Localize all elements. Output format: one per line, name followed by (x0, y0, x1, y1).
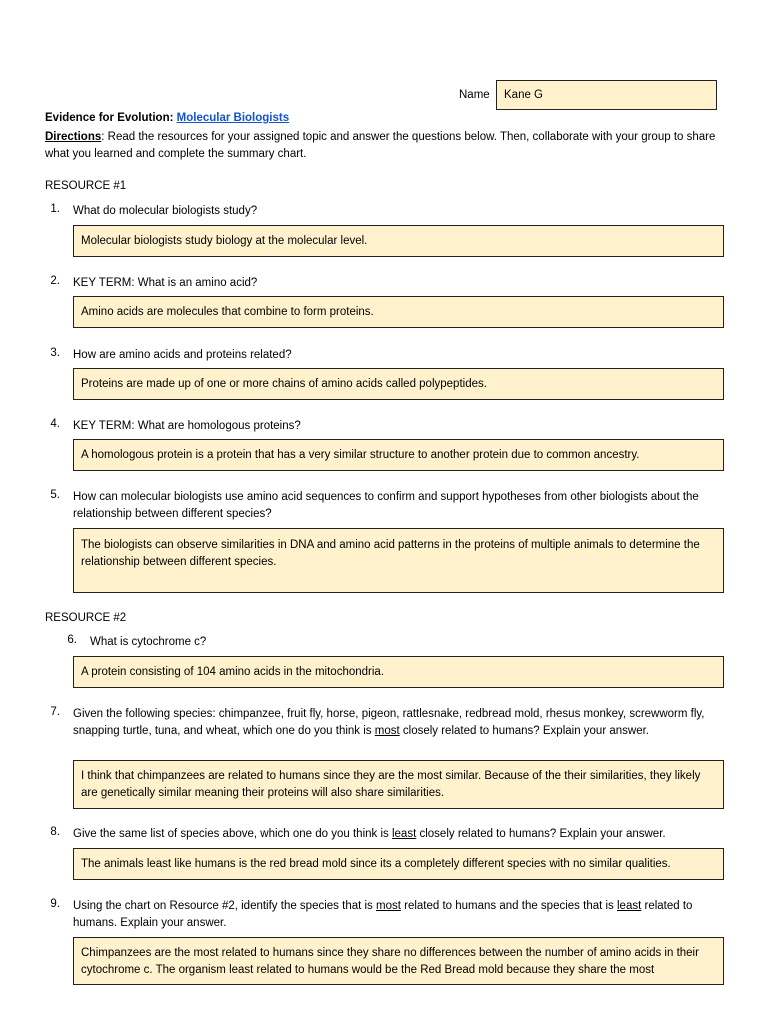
question-9-text: Using the chart on Resource #2, identify the species that is (73, 900, 376, 912)
question-8-text: Give the same list of species above, which one do you think is (73, 828, 392, 840)
question-number: 4. (50, 418, 60, 430)
question-number: 5. (50, 489, 60, 501)
question-8 (73, 826, 733, 843)
question-number: 7. (50, 706, 60, 718)
question-7-text-end: closely related to humans? Explain your answer. (399, 724, 649, 737)
question-number: 2. (50, 275, 60, 287)
answer-5[interactable]: The biologists can observe similarities in DNA and amino acid patterns in the proteins of multiple animals to determine the relationship between different species. (73, 528, 724, 593)
resource-1-heading: RESOURCE #1 (45, 180, 127, 192)
question-number: 6. (67, 634, 77, 646)
question-2: KEY TERM: What is an amino acid? (73, 277, 258, 289)
question-9-text-end: related to humans. Explain your answer. (73, 900, 693, 929)
answer-6[interactable]: A protein consisting of 104 amino acids in the mitochondria. (73, 656, 724, 688)
answer-8[interactable]: The animals least like humans is the red bread mold since its a completely different species with no similar qualities. (73, 848, 724, 880)
answer-2[interactable]: Amino acids are molecules that combine to form proteins. (73, 296, 724, 328)
question-number: 8. (50, 826, 60, 838)
question-9-emphasis-least: least (617, 900, 642, 912)
question-number: 3. (50, 347, 60, 359)
question-4: KEY TERM: What are homologous proteins? (73, 420, 301, 432)
question-number: 1. (50, 203, 60, 215)
question-3: How are amino acids and proteins related? (73, 349, 292, 361)
question-8-emphasis: least (391, 828, 417, 840)
question-5: How can molecular biologists use amino acid sequences to confirm and support hypotheses from other biologists about the relationship between different species? (73, 491, 699, 520)
question-1: What do molecular biologists study? (73, 205, 258, 217)
title-prefix: Evidence for Evolution: (45, 112, 177, 124)
question-6: What is cytochrome c? (90, 636, 207, 648)
directions (45, 129, 735, 163)
topic-link[interactable]: Molecular Biologists (176, 112, 290, 124)
page-title (45, 112, 289, 124)
name-field[interactable]: Kane G (496, 80, 717, 110)
answer-7[interactable]: I think that chimpanzees are related to humans since they are the most similar. Because of the their similarities, they likely are genetically similar meaning their proteins will also share similarities. (73, 760, 724, 809)
name-label: Name (459, 89, 490, 101)
answer-3[interactable]: Proteins are made up of one or more chains of amino acids called polypeptides. (73, 368, 724, 400)
answer-4[interactable]: A homologous protein is a protein that has a very similar structure to another protein due to common ancestry. (73, 439, 724, 471)
answer-9[interactable]: Chimpanzees are the most related to humans since they share no differences between the number of amino acids in their cytochrome c. The organism least related to humans would be the Red Bread mold because they share the most (73, 937, 724, 985)
resource-2-heading: RESOURCE #2 (45, 612, 127, 624)
directions-text: : Read the resources for your assigned topic and answer the questions below. Then, collaborate with your group to share what you learned and complete the summary chart. (45, 131, 716, 160)
question-number: 9. (50, 898, 60, 910)
question-7-text: Given the following species: chimpanzee, fruit fly, horse, pigeon, rattlesnake, redbread mold, rhesus monkey, screwworm fly, snapping turtle, tuna, and wheat, which one do you think is (73, 708, 705, 737)
question-8-text-end: closely related to humans? Explain your answer. (416, 828, 666, 840)
question-9-text-mid: related to humans and the species that is (400, 900, 617, 912)
question-9-emphasis-most: most (376, 900, 401, 912)
directions-label: Directions (45, 131, 102, 143)
question-7 (73, 706, 733, 739)
question-7-emphasis: most (374, 724, 400, 737)
question-9 (73, 898, 733, 931)
answer-1[interactable]: Molecular biologists study biology at the molecular level. (73, 225, 724, 257)
